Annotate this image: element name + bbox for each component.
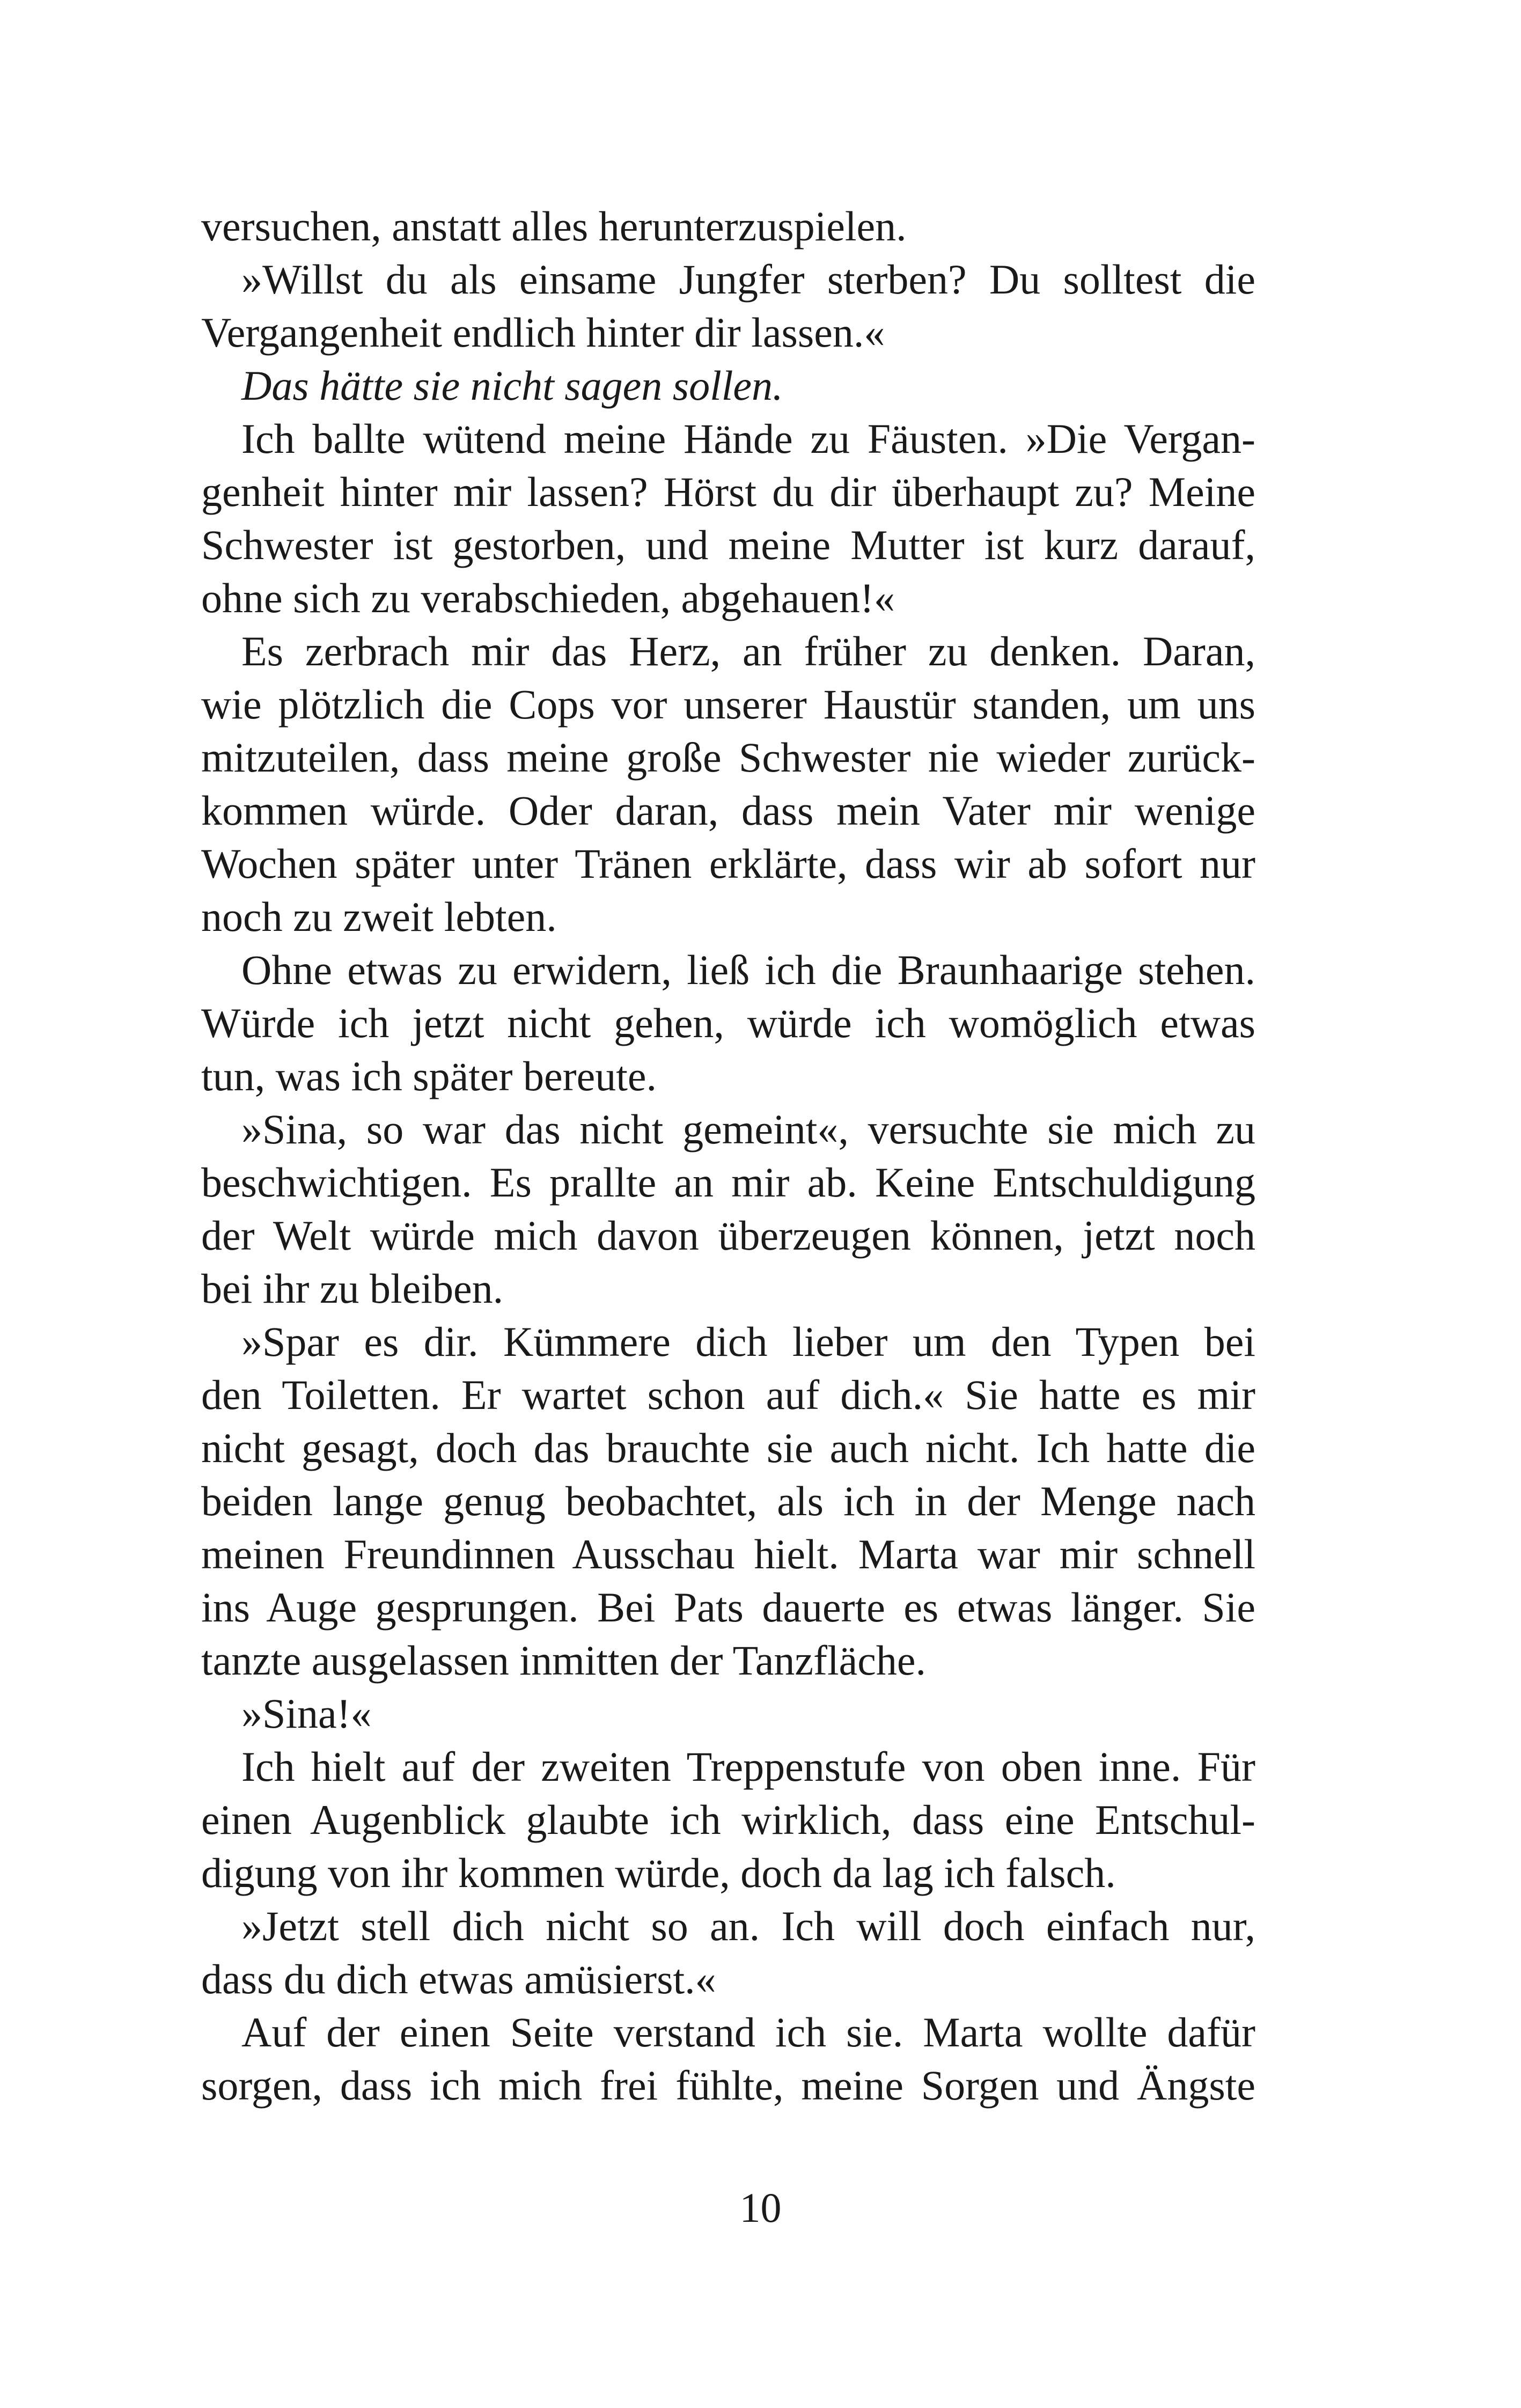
text-line: Ich ballte wütend meine Hände zu Fäusten. »Die Vergan- (241, 415, 1255, 462)
text-line: meinen Freundinnen Ausschau hielt. Marta war mir schnell (201, 1531, 1255, 1577)
text-line: beschwichtigen. Es prallte an mir ab. Keine Entschuldigung (201, 1159, 1255, 1206)
text-line: versuchen, anstatt alles herunterzuspielen. (201, 203, 907, 249)
text-line: dass du dich etwas amüsierst.« (201, 1956, 716, 2002)
text-line: Ich hielt auf der zweiten Treppenstufe von oben inne. Für (241, 1743, 1255, 1790)
text-line: noch zu zweit lebten. (201, 893, 557, 940)
text-line: den Toiletten. Er wartet schon auf dich.« Sie hatte es mir (201, 1371, 1255, 1418)
text-line: der Welt würde mich davon überzeugen können, jetzt noch (201, 1212, 1255, 1259)
text-line: beiden lange genug beobachtet, als ich in der Menge nach (201, 1478, 1255, 1524)
text-line: »Willst du als einsame Jungfer sterben? Du solltest die (241, 256, 1255, 303)
text-line: digung von ihr kommen würde, doch da lag ich falsch. (201, 1849, 1116, 1896)
text-line: Schwester ist gestorben, und meine Mutter ist kurz darauf, (201, 522, 1255, 568)
text-line: Es zerbrach mir das Herz, an früher zu denken. Daran, (241, 628, 1255, 674)
text-line: einen Augenblick glaubte ich wirklich, dass eine Entschul- (201, 1796, 1255, 1843)
text-line: Würde ich jetzt nicht gehen, würde ich womöglich etwas (201, 1000, 1255, 1046)
text-line: nicht gesagt, doch das brauchte sie auch nicht. Ich hatte die (201, 1425, 1255, 1471)
text-line: »Spar es dir. Kümmere dich lieber um den Typen bei (241, 1318, 1255, 1365)
text-line: bei ihr zu bleiben. (201, 1265, 504, 1312)
text-line: genheit hinter mir lassen? Hörst du dir überhaupt zu? Meine (201, 468, 1255, 515)
text-line: Ohne etwas zu erwidern, ließ ich die Braunhaarige stehen. (241, 946, 1255, 993)
text-line: ohne sich zu verabschieden, abgehauen!« (201, 575, 895, 621)
text-line: wie plötzlich die Cops vor unserer Haustür standen, um uns (201, 681, 1255, 728)
text-line: Das hätte sie nicht sagen sollen. (241, 362, 783, 409)
text-line: »Sina, so war das nicht gemeint«, versuchte sie mich zu (241, 1106, 1255, 1152)
page-number: 10 (739, 2184, 782, 2231)
text-line: Auf der einen Seite verstand ich sie. Marta wollte dafür (241, 2009, 1255, 2055)
text-line: sorgen, dass ich mich frei fühlte, meine Sorgen und Ängste (201, 2062, 1255, 2109)
text-line: Vergangenheit endlich hinter dir lassen.« (201, 309, 885, 356)
text-line: tun, was ich später bereute. (201, 1053, 657, 1099)
text-line: mitzuteilen, dass meine große Schwester nie wieder zurück- (201, 734, 1255, 781)
text-line: »Sina!« (241, 1690, 372, 1737)
text-line: »Jetzt stell dich nicht so an. Ich will doch einfach nur, (241, 1903, 1255, 1949)
text-line: ins Auge gesprungen. Bei Pats dauerte es etwas länger. Sie (201, 1584, 1255, 1631)
text-line: tanzte ausgelassen inmitten der Tanzfläche. (201, 1637, 927, 1684)
body-text (201, 200, 1255, 2112)
text-line: kommen würde. Oder daran, dass mein Vater mir wenige (201, 787, 1255, 834)
text-line: Wochen später unter Tränen erklärte, dass wir ab sofort nur (201, 840, 1255, 887)
